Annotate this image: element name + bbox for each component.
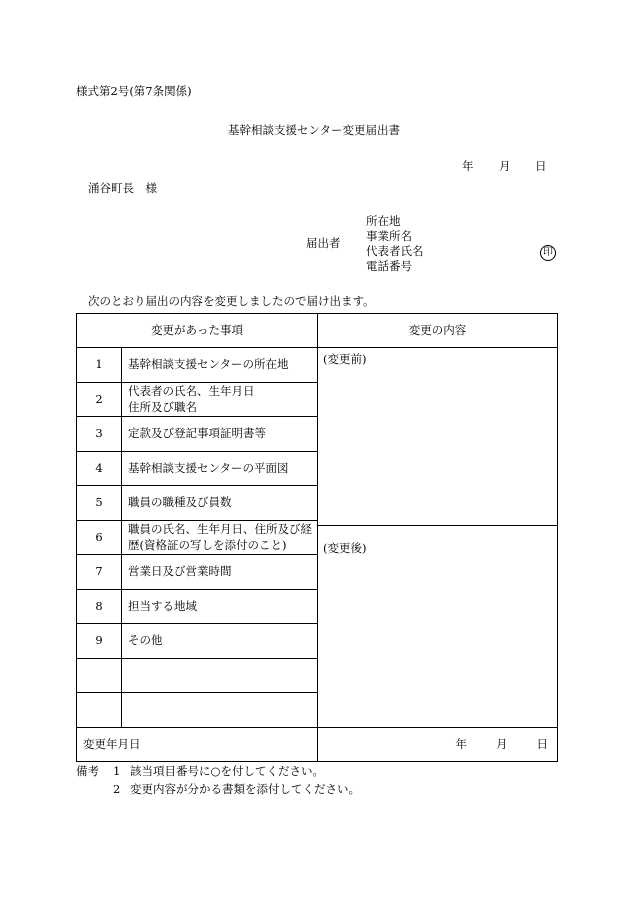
date-day: 日 — [535, 159, 547, 173]
row-number — [77, 693, 122, 728]
row-item-line: 住所及び職名 — [128, 399, 197, 414]
after-label: (変更後) — [323, 541, 367, 555]
change-date-day: 日 — [536, 736, 549, 751]
row-item-line: 職員の氏名、生年月日、住所及び経 — [128, 521, 312, 536]
row-number: 4 — [77, 452, 122, 486]
row-number: 7 — [77, 555, 122, 590]
field-business-name: 事業所名 — [366, 229, 412, 243]
row-item-line: 職員の職種及び員数 — [128, 495, 232, 510]
date-month: 月 — [499, 159, 511, 173]
table-row — [77, 348, 558, 383]
row-item — [122, 348, 318, 383]
header-items: 変更があった事項 — [77, 314, 318, 348]
field-representative-name: 代表者氏名 — [366, 244, 424, 258]
row-item-line: 定款及び登記事項証明書等 — [128, 426, 266, 441]
row-item — [122, 452, 318, 486]
change-date-row — [77, 728, 558, 762]
row-item — [122, 486, 318, 521]
row-number: 3 — [77, 417, 122, 452]
addressee: 涌谷町長 様 — [88, 181, 157, 195]
notifier-label: 届出者 — [306, 236, 341, 250]
row-item-line: 担当する地域 — [128, 598, 197, 613]
row-item — [122, 521, 318, 555]
row-item-line: その他 — [128, 633, 163, 648]
field-address: 所在地 — [366, 214, 401, 228]
table-header-row — [77, 314, 558, 348]
document-title: 基幹相談支援センター変更届出書 — [228, 123, 401, 137]
row-item-line: 代表者の氏名、生年月日 — [128, 383, 255, 398]
remark-text: 該当項目番号に○を付してください。 — [130, 764, 325, 778]
row-number: 8 — [77, 590, 122, 624]
remark-number: 2 — [113, 782, 121, 796]
row-item-line: 基幹相談支援センターの所在地 — [128, 357, 289, 372]
row-item-line: 営業日及び営業時間 — [128, 564, 232, 579]
seal-mark: 印 — [540, 245, 556, 261]
row-item-line: 基幹相談支援センターの平面図 — [128, 460, 289, 475]
row-item — [122, 624, 318, 659]
row-item — [122, 693, 318, 728]
row-item — [122, 590, 318, 624]
change-date-value — [318, 728, 558, 762]
row-item — [122, 417, 318, 452]
row-number: 6 — [77, 521, 122, 555]
header-content: 変更の内容 — [318, 314, 558, 348]
field-phone: 電話番号 — [366, 259, 412, 273]
change-content-cell — [318, 348, 558, 728]
row-item-line: 歴(資格証の写しを添付のこと) — [128, 537, 287, 552]
date-year: 年 — [462, 159, 474, 173]
row-number: 1 — [77, 348, 122, 383]
change-date-label: 変更年月日 — [77, 728, 318, 762]
before-after-divider — [318, 525, 557, 526]
change-date-year: 年 — [455, 736, 468, 751]
row-item — [122, 383, 318, 417]
intro-text: 次のとおり届出の内容を変更しましたので届け出ます。 — [88, 294, 375, 308]
row-item — [122, 555, 318, 590]
row-number: 2 — [77, 383, 122, 417]
row-number: 5 — [77, 486, 122, 521]
change-table — [76, 313, 558, 762]
remark-text: 変更内容が分かる書類を添付してください。 — [130, 782, 360, 796]
row-item — [122, 659, 318, 693]
form-number: 様式第2号(第7条関係) — [76, 84, 192, 98]
remark-number: 1 — [113, 764, 121, 778]
before-label: (変更前) — [323, 352, 367, 366]
remarks-label: 備考 — [76, 764, 99, 778]
row-number — [77, 659, 122, 693]
row-number: 9 — [77, 624, 122, 659]
change-date-month: 月 — [496, 736, 508, 751]
